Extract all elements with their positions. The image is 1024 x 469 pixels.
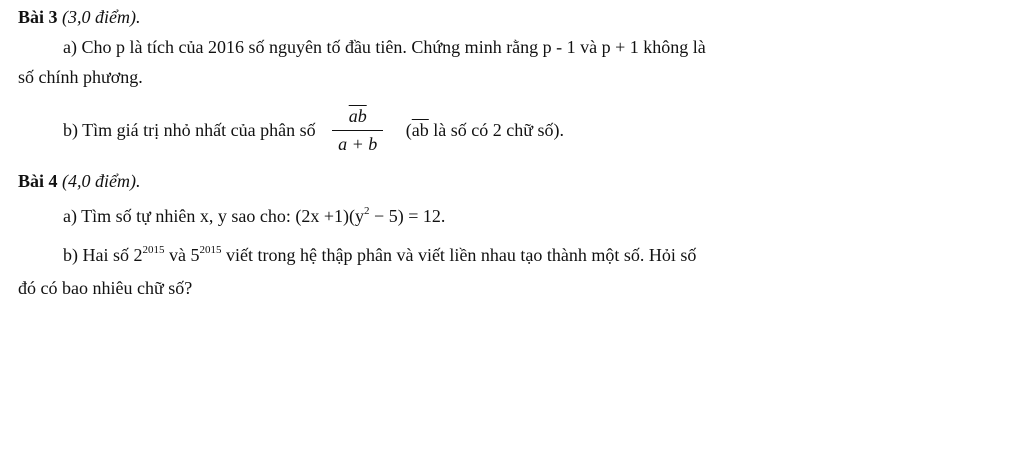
power-5-2015 <box>191 245 222 265</box>
fraction-ab-over-a-plus-b <box>332 106 383 155</box>
bai3b-line <box>63 106 564 155</box>
bai3b-ab: $\overline{ab}$ <box>411 120 429 140</box>
bai4b-prefix: b) Hai số <box>63 245 129 265</box>
bai4b-line1 <box>63 244 696 266</box>
fraction-numerator: $\overline{ab}$ <box>348 106 367 126</box>
bai3a-line1: a) Cho p là tích của 2016 số nguyên tố đầu tiên. Chứng minh rằng p - 1 và p + 1 không là <box>63 37 706 57</box>
fraction-denominator: a + b <box>338 134 378 154</box>
power-2-2015 <box>134 245 165 265</box>
bai4a-prefix: a) Tìm số tự nhiên x, y sao cho: <box>63 206 291 226</box>
bai4-label: Bài 4 <box>18 171 58 191</box>
bai3a-line2: số chính phương. <box>18 67 143 87</box>
power1-base: 2 <box>133 245 143 265</box>
bai4b-mid: và <box>169 245 186 265</box>
bai4a-equation <box>295 206 445 226</box>
equation-part2: − 5) = 12. <box>369 206 446 226</box>
equation-exponent: 2 <box>364 205 370 217</box>
power1-exponent: 2015 <box>142 244 165 256</box>
power2-base: 5 <box>190 245 200 265</box>
bai4b-line2: đó có bao nhiêu chữ số? <box>18 278 193 298</box>
bai3b-suffix: là số có 2 chữ số). <box>433 120 565 140</box>
bai4a-line <box>63 205 445 227</box>
bai3-points: (3,0 điểm). <box>62 7 141 27</box>
bai3-label: Bài 3 <box>18 7 58 27</box>
bai3-heading <box>18 6 141 28</box>
bai4b-suffix: viết trong hệ thập phân và viết liền nhau tạo thành một số. Hỏi số <box>226 245 697 265</box>
bai4-heading <box>18 170 141 192</box>
bai3b-paren-open: ( <box>405 120 412 140</box>
power2-exponent: 2015 <box>199 244 222 256</box>
equation-part1: (2x +1)(y <box>295 206 365 226</box>
bai4-points: (4,0 điểm). <box>62 171 141 191</box>
bai3b-prefix: b) Tìm giá trị nhỏ nhất của phân số <box>63 120 316 140</box>
